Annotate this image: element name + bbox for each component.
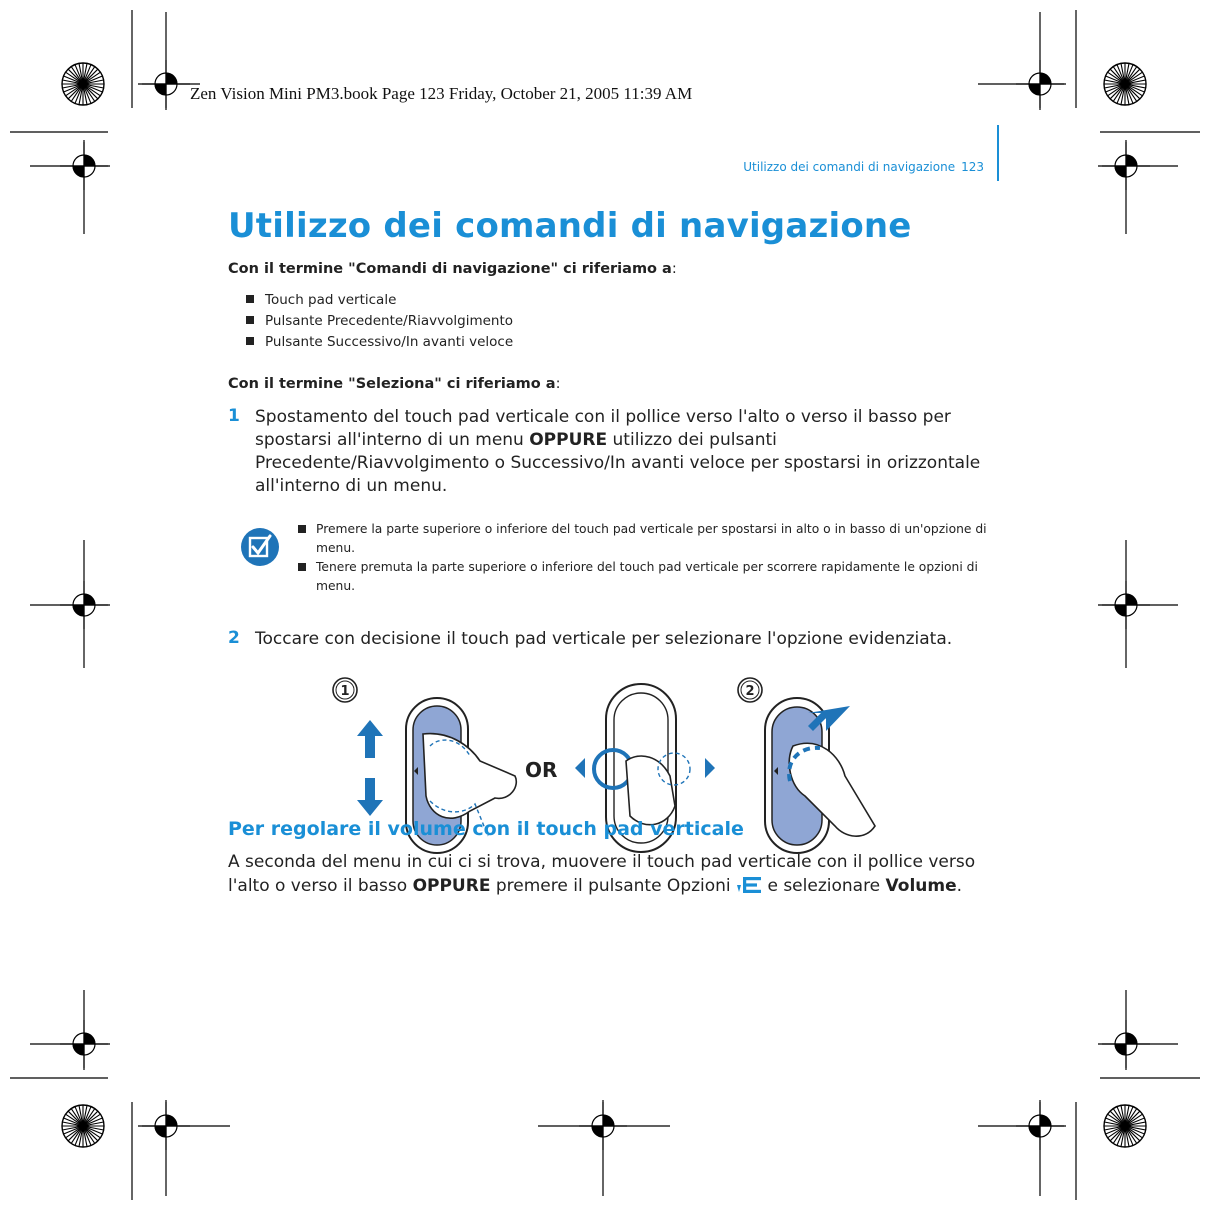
- options-icon: [736, 876, 762, 894]
- nav-controls-lead-colon: :: [671, 261, 677, 277]
- list-item-label: Pulsante Precedente/Riavvolgimento: [265, 313, 514, 329]
- bullet-square-icon: [246, 295, 254, 303]
- callout-1: [333, 678, 357, 702]
- select-lead: [228, 376, 560, 392]
- note-list: [298, 520, 988, 596]
- callout-2: [738, 678, 762, 702]
- book-header-line: Zen Vision Mini PM3.book Page 123 Friday, October 21, 2005 11:39 AM: [190, 84, 693, 103]
- volume-paragraph: [228, 850, 988, 898]
- select-lead-colon: :: [555, 376, 561, 392]
- note-item-text: Tenere premuta la parte superiore o inferiore del touch pad verticale per scorrere rapidamente le opzioni di menu.: [316, 560, 978, 593]
- list-item-label: Pulsante Successivo/In avanti veloce: [265, 334, 514, 350]
- volume-text-2: premere il pulsante Opzioni: [490, 876, 737, 896]
- note-checkmark-icon: [240, 527, 280, 567]
- select-lead-text: Con il termine "Seleziona" ci riferiamo a: [228, 376, 556, 392]
- volume-text-3: e selezionare: [762, 876, 886, 896]
- volume-bold-volume: Volume: [885, 876, 957, 896]
- nav-controls-lead-text: Con il termine "Comandi di navigazione" ci riferiamo a: [228, 261, 672, 277]
- nav-controls-lead: [228, 261, 677, 277]
- step-number-1: 1: [228, 406, 240, 426]
- callout-2-label: 2: [745, 684, 755, 699]
- step-1-bold: OPPURE: [529, 430, 608, 450]
- left-arrow-icon: [575, 758, 585, 778]
- bullet-square-icon: [246, 316, 254, 324]
- page-title: Utilizzo dei comandi di navigazione: [228, 206, 912, 246]
- list-item-label: Touch pad verticale: [265, 292, 397, 308]
- running-title: Utilizzo dei comandi di navigazione: [743, 160, 956, 174]
- step-1-part2: utilizzo dei pulsanti Precedente/Riavvolgimento o Successivo/In avanti veloce per spostarsi in orizzontale all'interno di un menu.: [255, 430, 981, 496]
- up-down-arrows-icon: [357, 720, 383, 816]
- bullet-square-icon: [298, 563, 306, 571]
- touch-pad-2: [765, 698, 875, 853]
- volume-text-4: .: [956, 876, 963, 896]
- step-number-2: 2: [228, 628, 240, 648]
- step-1-text: [255, 406, 985, 498]
- nav-controls-list: [246, 290, 513, 353]
- bullet-square-icon: [246, 337, 254, 345]
- running-head: [743, 160, 984, 174]
- step-1-part1: Spostamento del touch pad verticale con il pollice verso l'alto o verso il basso per spostarsi all'interno di un menu: [255, 407, 951, 450]
- or-label: OR: [525, 758, 558, 782]
- callout-1-label: 1: [340, 684, 350, 699]
- right-arrow-icon: [705, 758, 715, 778]
- volume-text-1: A seconda del menu in cui ci si trova, muovere il touch pad verticale con il pollice verso l'alto o verso il basso: [228, 852, 976, 896]
- page-number: 123: [961, 160, 984, 174]
- step-2-text: Toccare con decisione il touch pad verticale per selezionare l'opzione evidenziata.: [255, 629, 953, 649]
- note-item-text: Premere la parte superiore o inferiore del touch pad verticale per spostarsi in alto o in basso di un'opzione di menu.: [316, 522, 987, 555]
- volume-bold-oppure: OPPURE: [412, 876, 491, 896]
- note-item: [298, 558, 988, 596]
- note-item: [298, 520, 988, 558]
- bullet-square-icon: [298, 525, 306, 533]
- list-item: [246, 311, 513, 332]
- list-item: [246, 290, 513, 311]
- list-item: [246, 332, 513, 353]
- volume-section-title: Per regolare il volume con il touch pad verticale: [228, 818, 744, 840]
